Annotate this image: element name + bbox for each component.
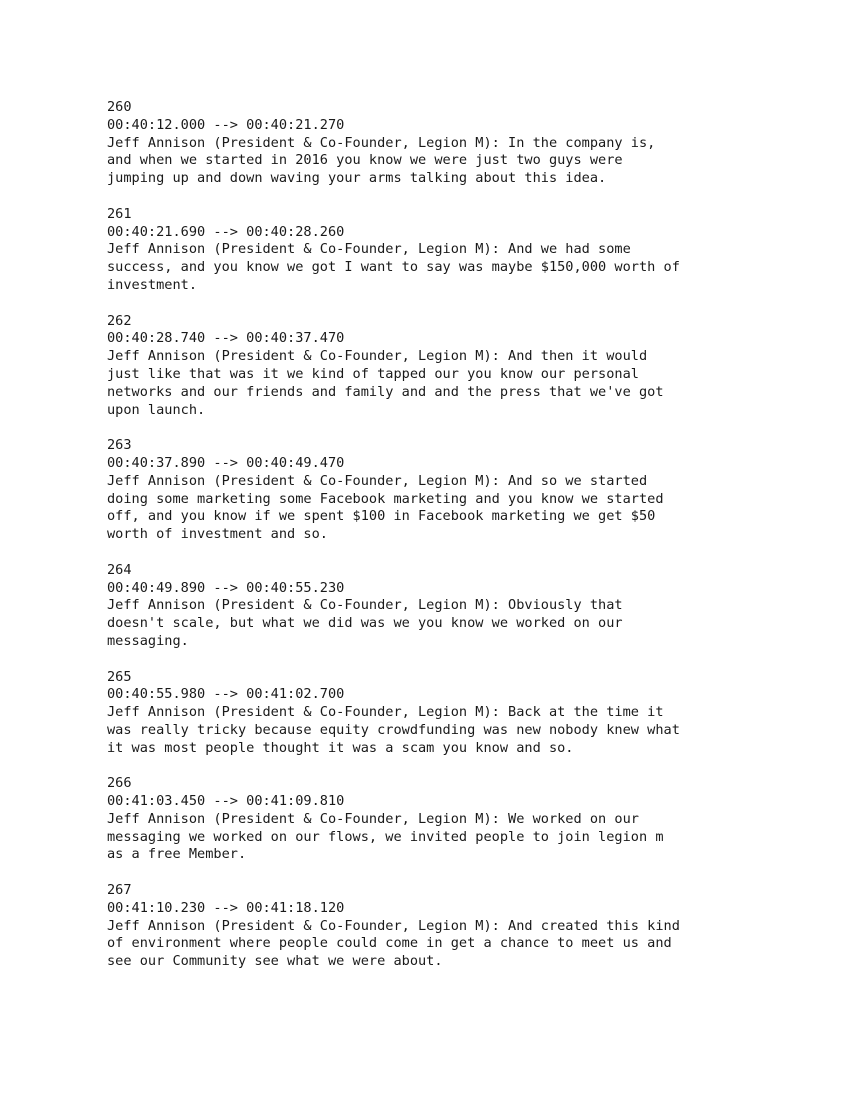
transcript-cue [107,882,807,971]
cue-index: 261 [107,205,132,222]
cue-index: 260 [107,99,132,115]
cue-index: 267 [107,882,132,899]
cue-timing: 00:40:12.000 --> 00:40:21.270 [107,116,345,133]
cue-text-line: of environment where people could come in get a chance to meet us and [107,935,672,952]
cue-index: 263 [107,437,132,454]
transcript-cue [107,313,807,420]
cue-timing: 00:40:21.690 --> 00:40:28.260 [107,223,345,240]
cue-text-line: doing some marketing some Facebook marketing and you know we started [107,490,664,507]
cue-text-line: just like that was it we kind of tapped our you know our personal [107,365,639,382]
cue-index: 264 [107,561,132,578]
transcript-page [107,99,807,989]
cue-timing: 00:41:10.230 --> 00:41:18.120 [107,899,345,916]
cue-text-line: jumping up and down waving your arms talking about this idea. [107,170,607,187]
transcript-cue [107,775,807,864]
cue-text-line: as a free Member. [107,846,247,863]
cue-text-line: upon launch. [107,401,206,418]
transcript-cue [107,437,807,544]
cue-timing: 00:40:28.740 --> 00:40:37.470 [107,330,345,347]
cue-text-line: Jeff Annison (President & Co-Founder, Legion M): In the company is, [107,134,656,151]
cue-text-line: Jeff Annison (President & Co-Founder, Legion M): And then it would [107,348,648,365]
cue-text-line: Jeff Annison (President & Co-Founder, Legion M): Obviously that [107,597,623,614]
cue-text-line: it was most people thought it was a scam you know and so. [107,739,574,756]
cue-text-line: Jeff Annison (President & Co-Founder, Legion M): And so we started [107,472,648,489]
cue-text-line: success, and you know we got I want to say was maybe $150,000 worth of [107,259,680,276]
transcript-cue [107,99,807,188]
cue-index: 265 [107,668,132,685]
cue-text-line: doesn't scale, but what we did was we you know we worked on our [107,615,623,632]
transcript-cue [107,669,807,758]
cue-text-line: Jeff Annison (President & Co-Founder, Legion M): Back at the time it [107,704,664,721]
cue-text-line: and when we started in 2016 you know we were just two guys were [107,152,623,169]
cue-text-line: Jeff Annison (President & Co-Founder, Legion M): We worked on our [107,810,639,827]
cue-text-line: worth of investment and so. [107,526,328,543]
cue-timing: 00:40:49.890 --> 00:40:55.230 [107,579,345,596]
transcript-cue [107,562,807,651]
cue-text-line: see our Community see what we were about. [107,953,443,970]
cue-text-line: messaging we worked on our flows, we invited people to join legion m [107,828,664,845]
cue-timing: 00:40:37.890 --> 00:40:49.470 [107,454,345,471]
cue-text-line: Jeff Annison (President & Co-Founder, Legion M): And we had some [107,241,631,258]
cue-index: 266 [107,775,132,792]
cue-index: 262 [107,312,132,329]
cue-text-line: Jeff Annison (President & Co-Founder, Legion M): And created this kind [107,917,680,934]
cue-text-line: off, and you know if we spent $100 in Facebook marketing we get $50 [107,508,656,525]
cue-text-line: networks and our friends and family and and the press that we've got [107,383,664,400]
cue-timing: 00:40:55.980 --> 00:41:02.700 [107,686,345,703]
cue-text-line: investment. [107,276,198,293]
cue-text-line: messaging. [107,632,189,649]
transcript-cue [107,206,807,295]
cue-timing: 00:41:03.450 --> 00:41:09.810 [107,793,345,810]
cue-text-line: was really tricky because equity crowdfunding was new nobody knew what [107,721,680,738]
